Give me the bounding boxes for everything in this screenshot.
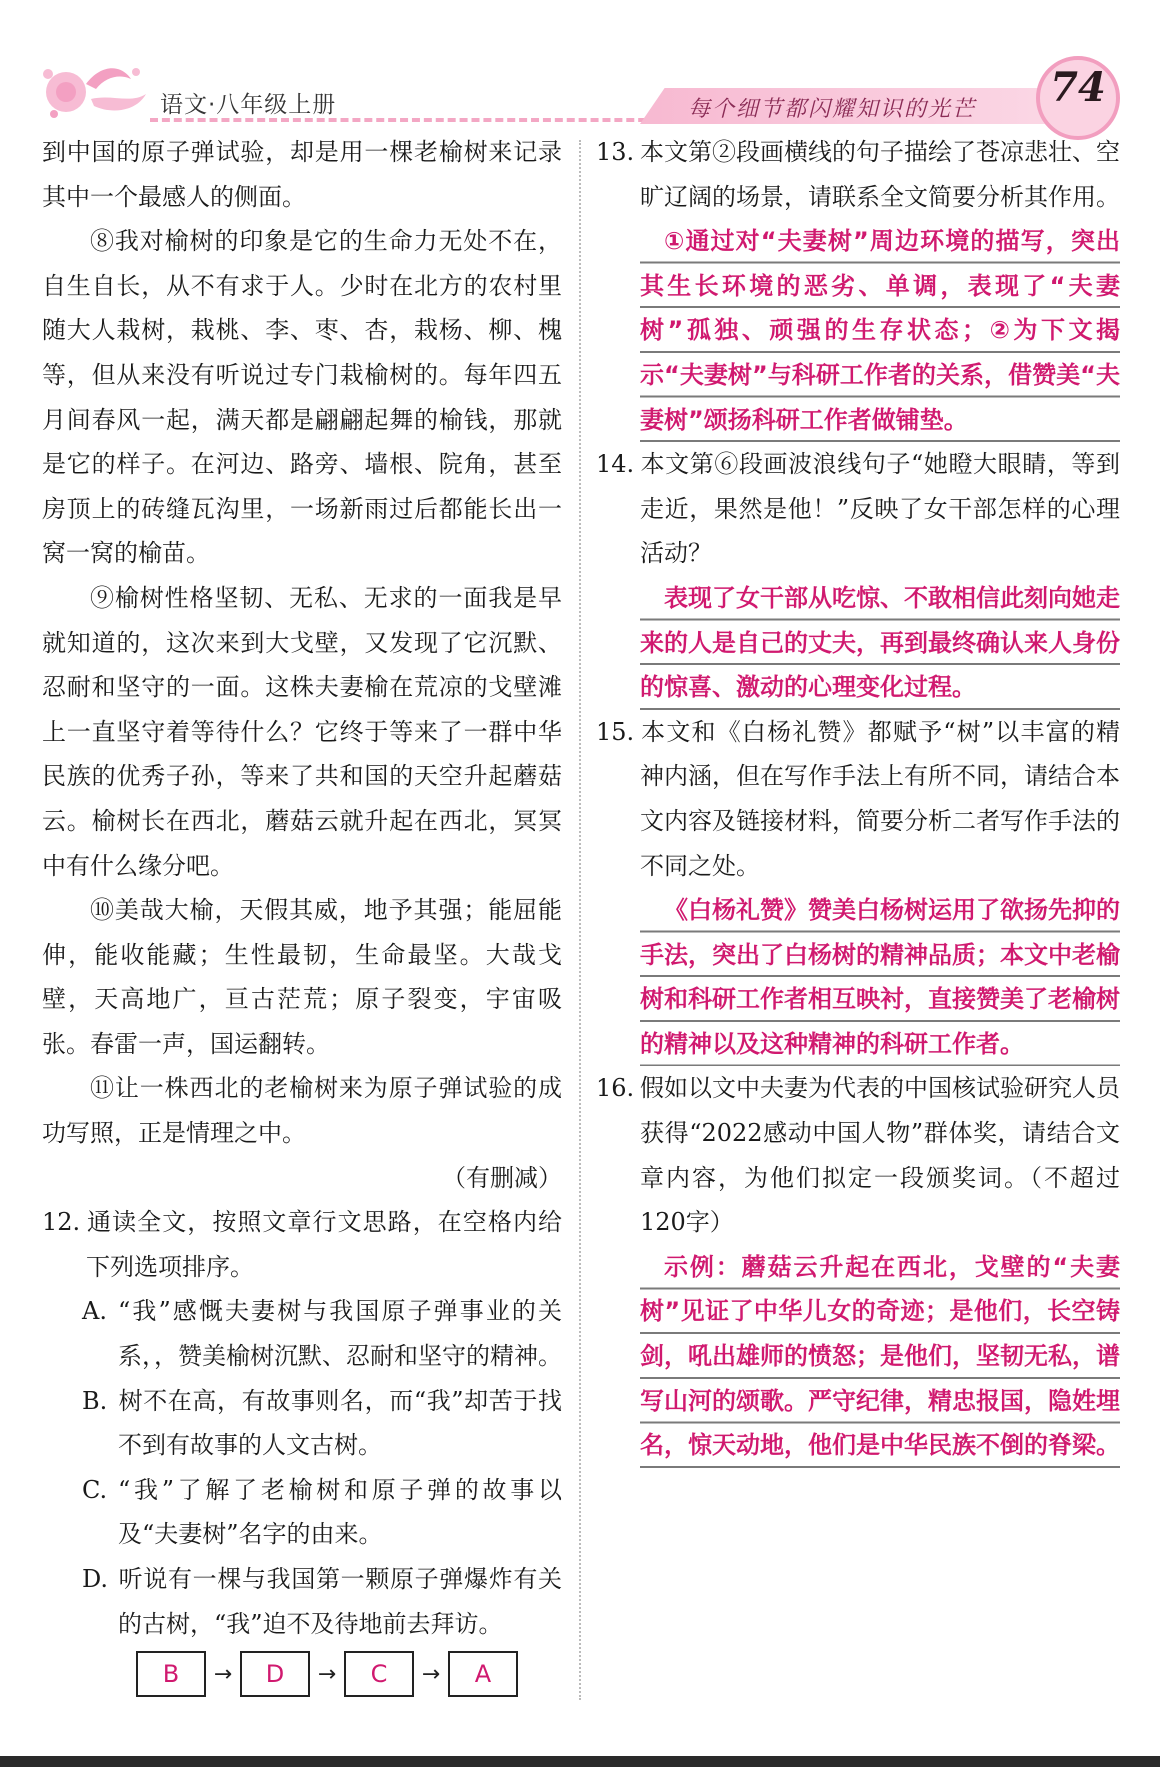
- answer-16: 示例：蘑菇云升起在西北，戈壁的“夫妻树”见证了中华儿女的奇迹；是他们，长空铸剑，吼出雄师的愤怒；是他们，坚韧无私，谱写山河的颂歌。严守纪律，精忠报国，隐姓埋名，惊天动地，他们是中华民族不倒的脊梁。: [640, 1245, 1120, 1468]
- arrow-right-icon: →: [213, 1661, 233, 1687]
- question-16: [596, 1066, 1120, 1244]
- sequence-box: D: [240, 1651, 310, 1697]
- abridged-note: （有删减）: [442, 1163, 562, 1192]
- option-label: C.: [82, 1475, 108, 1504]
- question-text: 本文第②段画横线的句子描绘了苍凉悲壮、空旷辽阔的场景，请联系全文简要分析其作用。: [640, 138, 1120, 211]
- passage-continuation: 到中国的原子弹试验，却是用一棵老榆树来记录其中一个最感人的侧面。: [42, 138, 562, 211]
- arrow-right-icon: →: [421, 1661, 441, 1687]
- question-number: 14.: [596, 450, 635, 479]
- option-d: [42, 1557, 562, 1646]
- sequence-box: A: [448, 1651, 518, 1697]
- passage-paragraph-10: ⑩美哉大榆，天假其威，地予其强；能屈能伸，能收能藏；生性最韧，生命最坚。大哉戈壁，天高地广，亘古茫荒；原子裂变，宇宙吸张。春雷一声，国运翻转。: [42, 896, 562, 1058]
- passage-paragraph-8: ⑧我对榆树的印象是它的生命力无处不在，自生自长，从不有求于人。少时在北方的农村里随大人栽树，栽桃、李、枣、杏，栽杨、柳、槐等，但从来没有听说过专门栽榆树的。每年四五月间春风一起，满天都是翩翩起舞的榆钱，那就是它的样子。在河边、路旁、墙根、院角，甚至房顶上的砖缝瓦沟里，一场新雨过后都能长出一窝一窝的榆苗。: [42, 227, 562, 568]
- passage-paragraph-11: ⑪让一株西北的老榆树来为原子弹试验的成功写照，正是情理之中。: [42, 1074, 562, 1148]
- question-13: [596, 130, 1120, 219]
- sequence-box: B: [136, 1651, 206, 1697]
- question-number: 13.: [596, 138, 635, 166]
- question-15: [596, 710, 1120, 888]
- answer-14: 表现了女干部从吃惊、不敢相信此刻向她走来的人是自己的丈夫，再到最终确认来人身份的惊喜、激动的心理变化过程。: [640, 576, 1120, 710]
- right-column: [596, 130, 1120, 1468]
- sequence-box: C: [344, 1651, 414, 1697]
- option-b: [42, 1379, 562, 1468]
- option-a: [42, 1289, 562, 1378]
- arrow-right-icon: →: [317, 1661, 337, 1687]
- answer-13: ①通过对“夫妻树”周边环境的描写，突出其生长环境的恶劣、单调，表现了“夫妻树”孤独、顽强的生存状态；②为下文揭示“夫妻树”与科研工作者的关系，借赞美“夫妻树”颂扬科研工作者做铺垫。: [640, 219, 1120, 442]
- sequence-answer: [136, 1651, 518, 1697]
- question-number: 15.: [596, 717, 635, 746]
- option-text: “我”了解了老榆树和原子弹的故事以及“夫妻树”名字的由来。: [118, 1475, 562, 1549]
- option-text: “我”感慨夫妻树与我国原子弹事业的关系，，赞美榆树沉默、忍耐和坚守的精神。: [118, 1297, 562, 1371]
- option-label: D.: [82, 1565, 109, 1593]
- passage-paragraph-9: ⑨榆树性格坚韧、无私、无求的一面我是早就知道的，这次来到大戈壁，又发现了它沉默、忍耐和坚守的一面。这株夫妻榆在荒凉的戈壁滩上一直坚守着等待什么？它终于等来了一群中华民族的优秀子孙，等来了共和国的天空升起蘑菇云。榆树长在西北，蘑菇云就升起在西北，冥冥中有什么缘分吧。: [42, 583, 562, 880]
- option-label: A.: [82, 1297, 107, 1326]
- subject-label: 语文·八年级上册: [160, 92, 337, 118]
- page-header: [0, 0, 1160, 132]
- option-c: [42, 1468, 562, 1557]
- motto-text: 每个细节都闪耀知识的光芒: [688, 97, 977, 122]
- question-14: [596, 442, 1120, 576]
- option-text: 听说有一棵与我国第一颗原子弹爆炸有关的古树，“我”迫不及待地前去拜访。: [118, 1565, 562, 1638]
- question-number: 16.: [596, 1074, 635, 1103]
- answer-15: 《白杨礼赞》赞美白杨树运用了欲扬先抑的手法，突出了白杨树的精神品质；本文中老榆树和科研工作者相互映衬，直接赞美了老榆树的精神以及这种精神的科研工作者。: [640, 888, 1120, 1066]
- question-text: 本文第⑥段画波浪线句子“她瞪大眼睛，等到走近，果然是他！”反映了女干部怎样的心理活动？: [640, 450, 1120, 568]
- header-divider: [150, 118, 670, 122]
- question-12: [42, 1200, 562, 1289]
- page-number: 74: [1050, 64, 1106, 111]
- question-text: 通读全文，按照文章行文思路，在空格内给下列选项排序。: [86, 1208, 562, 1281]
- left-column: [42, 130, 562, 1646]
- option-text: 树不在高，有故事则名，而“我”却苦于找不到有故事的人文古树。: [118, 1386, 562, 1460]
- bottom-bar: [0, 1756, 1160, 1767]
- floral-ornament-icon: [36, 54, 156, 124]
- question-text: 假如以文中夫妻为代表的中国核试验研究人员获得“2022感动中国人物”群体奖，请结合文章内容，为他们拟定一段颁奖词。（不超过120字）: [640, 1074, 1120, 1237]
- question-text: 本文和《白杨礼赞》都赋予“树”以丰富的精神内涵，但在写作手法上有所不同，请结合本文内容及链接材料，简要分析二者写作手法的不同之处。: [640, 717, 1120, 880]
- option-label: B.: [82, 1386, 108, 1415]
- question-number: 12.: [42, 1208, 81, 1237]
- column-divider: [579, 140, 581, 1700]
